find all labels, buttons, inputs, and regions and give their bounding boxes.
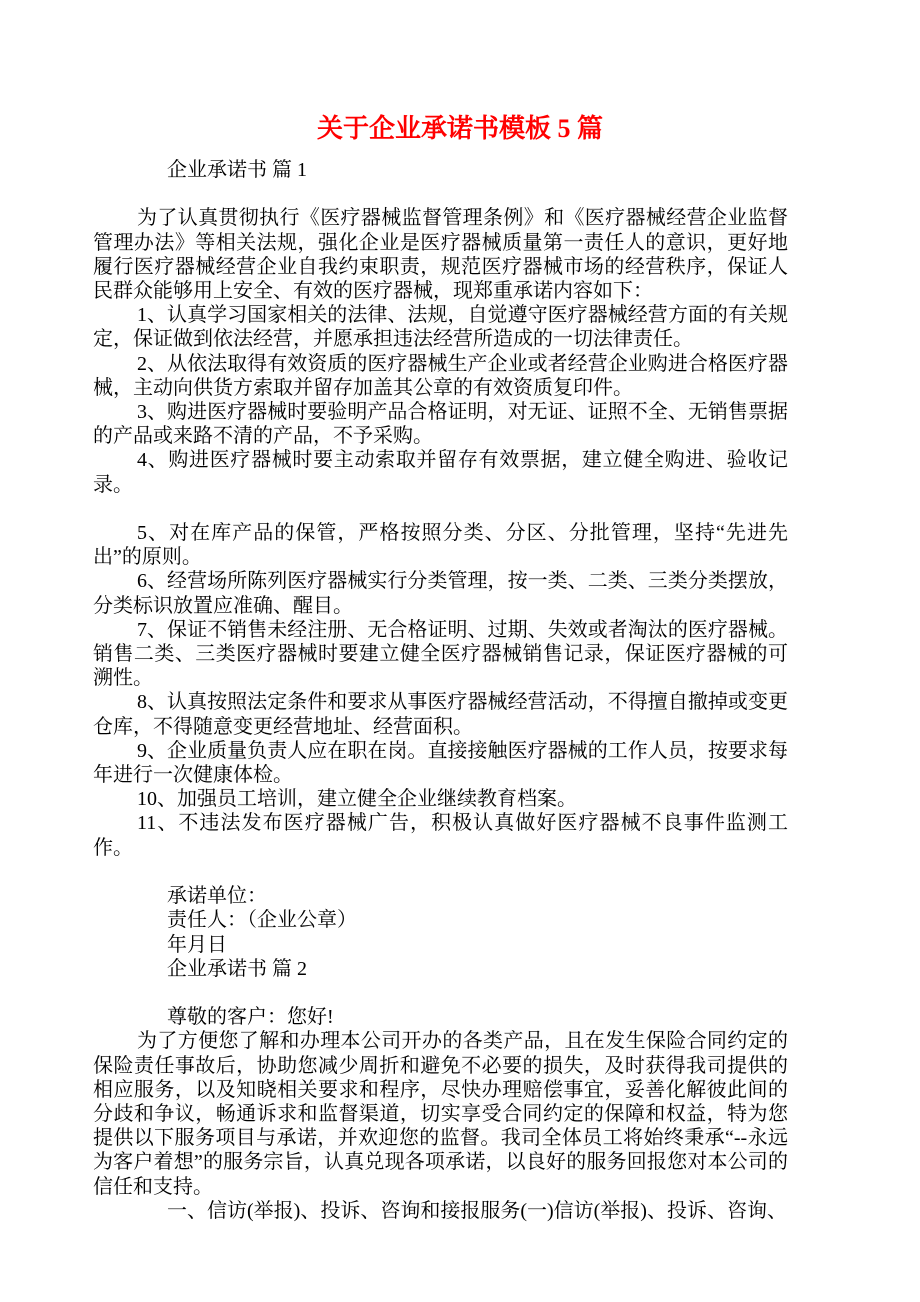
paragraph: 7、保证不销售未经注册、无合格证明、过期、失效或者淘汰的医疗器械。销售二类、三类医疗器械时要建立健全医疗器械销售记录，保证医疗器械的可溯性。 [93,618,788,690]
paragraph: 6、经营场所陈列医疗器械实行分类管理，按一类、二类、三类分类摆放，分类标识放置应准确、醒目。 [93,570,788,617]
paragraph: 5、对在库产品的保管，严格按照分类、分区、分批管理，坚持“先进先出”的原则。 [93,522,788,569]
paragraph: 1、认真学习国家相关的法律、法规，自觉遵守医疗器械经营方面的有关规定，保证做到依法经营，并愿承担违法经营所造成的一切法律责任。 [93,304,788,351]
paragraph: 3、购进医疗器械时要验明产品合格证明，对无证、证照不全、无销售票据的产品或来路不清的产品，不予采购。 [93,401,788,448]
paragraph: 为了方便您了解和办理本公司开办的各类产品，且在发生保险合同约定的保险责任事故后，协助您减少周折和避免不必要的损失，及时获得我司提供的相应服务，以及知晓相关要求和程序，尽快办理赔偿事宜，妥善化解彼此间的分歧和争议，畅通诉求和监督渠道，切实享受合同约定的保障和权益，特为您提供以下服务项目与承诺，并欢迎您的监督。我司全体员工将始终秉承“--永远为客户着想”的服务宗旨，认真兑现各项承诺，以良好的服务回报您对本公司的信任和支持。 [93,1030,788,1198]
paragraph: 10、加强员工培训，建立健全企业继续教育档案。 [137,788,577,811]
paragraph: 4、购进医疗器械时要主动索取并留存有效票据，建立健全购进、验收记录。 [93,449,788,496]
paragraph: 承诺单位： [167,885,267,908]
paragraph: 11、不违法发布医疗器械广告，积极认真做好医疗器械不良事件监测工作。 [93,812,788,859]
blank-line [93,860,788,884]
paragraph: 2、从依法取得有效资质的医疗器械生产企业或者经营企业购进合格医疗器械，主动向供货方索取并留存加盖其公章的有效资质复印件。 [93,352,788,399]
document-title: 关于企业承诺书模板 5 篇 [316,114,603,143]
paragraph: 企业承诺书 篇 1 [167,159,307,181]
paragraph: 8、认真按照法定条件和要求从事医疗器械经营活动，不得擅自撤掉或变更仓库，不得随意变更经营地址、经营面积。 [93,691,788,738]
paragraph: 年月日 [167,933,227,956]
document-body [93,158,788,1223]
blank-line [93,182,788,206]
paragraph: 企业承诺书 篇 2 [167,957,307,980]
blank-line [93,497,788,521]
paragraph: 9、企业质量负责人应在职在岗。直接接触医疗器械的工作人员，按要求每年进行一次健康体检。 [93,739,788,787]
blank-line [93,981,788,1005]
paragraph: 为了认真贯彻执行《医疗器械监督管理条例》和《医疗器械经营企业监督管理办法》等相关法规，强化企业是医疗器械质量第一责任人的意识，更好地履行医疗器械经营企业自我约束职责，规范医疗器械市场的经营秩序，保证人民群众能够用上安全、有效的医疗器械，现郑重承诺内容如下： [93,207,788,303]
paragraph: 尊敬的客户：您好! [167,1006,334,1029]
paragraph: 责任人：（企业公章） [167,909,357,932]
paragraph: 一、信访(举报)、投诉、咨询和接报服务(一)信访(举报)、投诉、咨询、 [167,1199,787,1222]
